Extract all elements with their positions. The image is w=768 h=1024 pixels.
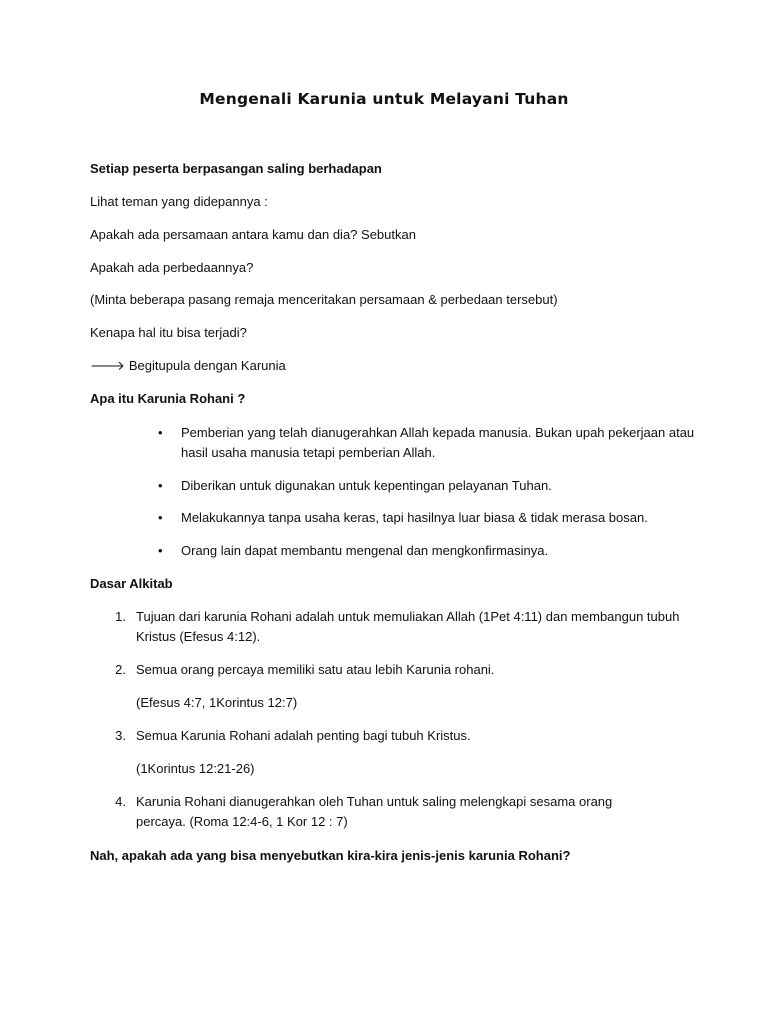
bullet-icon: • <box>158 478 163 493</box>
numbered-item-3: Semua Karunia Rohani adalah penting bagi tubuh Kristus. <box>136 728 471 743</box>
intro-heading: Setiap peserta berpasangan saling berhadapan <box>90 161 382 176</box>
list-number-3: 3. <box>115 728 126 743</box>
list-number-2: 2. <box>115 662 126 677</box>
intro-line-2: Apakah ada persamaan antara kamu dan dia? Sebutkan <box>90 227 416 242</box>
section-heading-dasar-alkitab: Dasar Alkitab <box>90 576 173 591</box>
numbered-item-1: Tujuan dari karunia Rohani adalah untuk memuliakan Allah (1Pet 4:11) dan membangun tubuh Kristus (Efesus 4:12). <box>136 609 680 644</box>
scripture-reference-2: (Efesus 4:7, 1Korintus 12:7) <box>136 695 298 710</box>
bullet-item-2: Diberikan untuk digunakan untuk kepentingan pelayanan Tuhan. <box>181 478 552 493</box>
closing-question: Nah, apakah ada yang bisa menyebutkan kira-kira jenis-jenis karunia Rohani? <box>90 848 571 863</box>
bullet-item-3: Melakukannya tanpa usaha keras, tapi hasilnya luar biasa & tidak merasa bosan. <box>181 510 648 525</box>
arrow-line <box>90 356 286 376</box>
bullet-icon: • <box>158 510 163 525</box>
bullet-item-4: Orang lain dapat membantu mengenal dan mengkonfirmasinya. <box>181 543 549 558</box>
scripture-reference-3: (1Korintus 12:21-26) <box>136 761 255 776</box>
bullet-item-1: Pemberian yang telah dianugerahkan Allah kepada manusia. Bukan upah pekerjaan atau hasil usaha manusia tetapi pemberian Allah. <box>181 425 695 460</box>
section-heading-karunia: Apa itu Karunia Rohani ? <box>90 391 246 406</box>
numbered-item-4: Karunia Rohani dianugerahkan oleh Tuhan untuk saling melengkapi sesama orang percaya. (Roma 12:4-6, 1 Kor 12 : 7) <box>136 794 613 829</box>
intro-line-5: Kenapa hal itu bisa terjadi? <box>90 325 247 340</box>
bullet-icon: • <box>158 543 163 558</box>
bullet-icon: • <box>158 425 163 440</box>
list-number-4: 4. <box>115 794 126 809</box>
numbered-item-2: Semua orang percaya memiliki satu atau lebih Karunia rohani. <box>136 662 495 677</box>
list-number-1: 1. <box>115 609 126 624</box>
document-title: Mengenali Karunia untuk Melayani Tuhan <box>199 90 569 108</box>
intro-line-3: Apakah ada perbedaannya? <box>90 260 254 275</box>
arrow-line-text: Begitupula dengan Karunia <box>128 358 286 373</box>
arrow-right-icon: 🡒 <box>90 358 125 373</box>
intro-line-1: Lihat teman yang didepannya : <box>90 194 268 209</box>
intro-line-4: (Minta beberapa pasang remaja menceritakan persamaan & perbedaan tersebut) <box>90 292 558 307</box>
